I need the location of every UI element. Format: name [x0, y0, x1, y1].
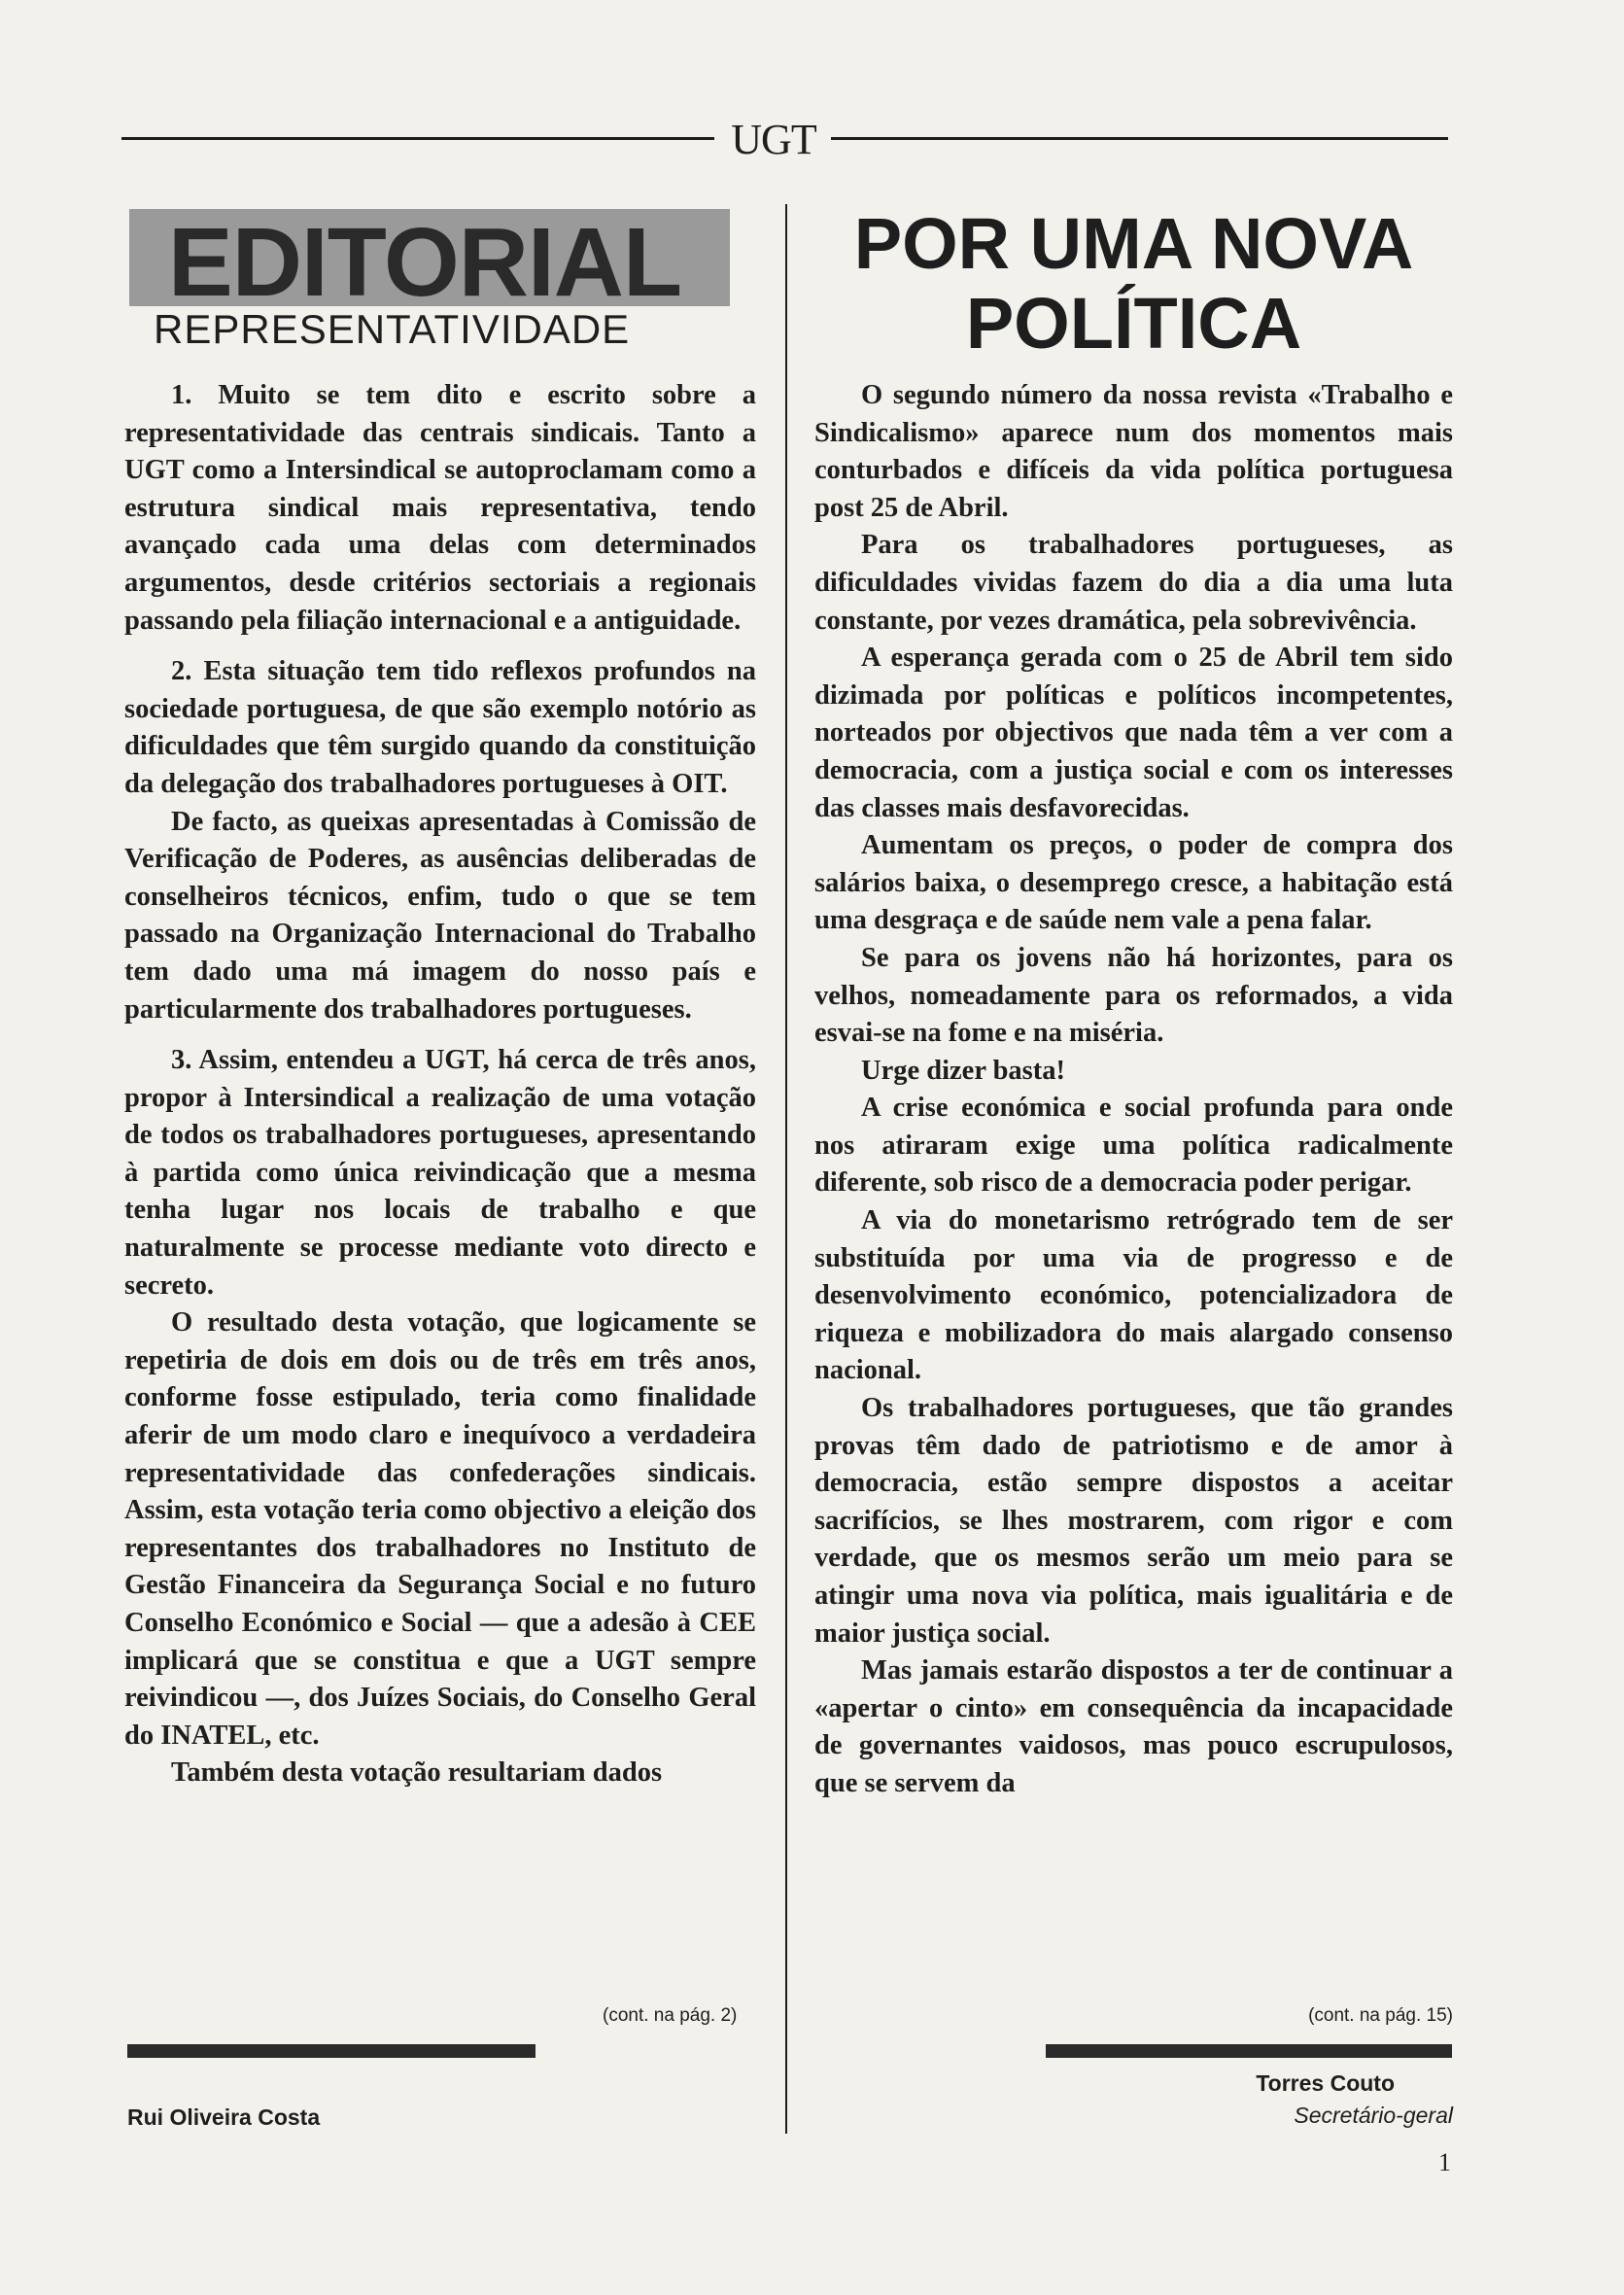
- headline-line: POR UMA NOVA: [853, 203, 1414, 284]
- headline-line: POLÍTICA: [965, 283, 1302, 364]
- header-title: UGT: [731, 116, 816, 163]
- author-name: Torres Couto: [1256, 2070, 1395, 2096]
- paragraph: Para os trabalhadores portugueses, as dificuldades vividas fazem do dia a dia uma luta constante, por vezes dramática, pela sobrevivência.: [814, 530, 1453, 636]
- article-headline: [814, 204, 1453, 364]
- paragraph: O segundo número da nossa revista «Trabalho e Sindicalismo» aparece num dos momentos mais conturbados e difíceis da vida política portuguesa post 25 de Abril.: [814, 380, 1453, 523]
- paragraph: Se para os jovens não há horizontes, para os velhos, nomeadamente para os reformados, a vida esvai-se na fome e na miséria.: [814, 942, 1453, 1049]
- paragraph: Também desta votação resultariam dados: [171, 1757, 663, 1789]
- paragraph: Os trabalhadores portugueses, que tão grandes provas têm dado de patriotismo e de amor à democracia, estão sempre dispostos a aceitar sacrifícios, se lhes mostrarem, com rigor e com verdade, que os mesmos serão um meio para se atingir uma nova via política, mais igualitária e de maior justiça social.: [814, 1393, 1453, 1649]
- paragraph: De facto, as queixas apresentadas à Comissão de Verificação de Poderes, as ausências deliberadas de conselheiros técnicos, enfim, tudo o que se tem passado na Organização Internacional do Trabalho tem dado uma má imagem do nosso país e particularmente dos trabalhadores portugueses.: [124, 806, 756, 1025]
- editorial-body: [124, 377, 756, 1792]
- header-rule-left: [121, 137, 714, 140]
- closing-bar: [127, 2044, 536, 2058]
- page-number: 1: [1438, 2148, 1451, 2176]
- paragraph: Urge dizer basta!: [861, 1055, 1066, 1086]
- paragraph: 1. Muito se tem dito e escrito sobre a representatividade das centrais sindicais. Tanto a UGT como a Intersindical se autoproclamam como a estrutura sindical mais representativa, tendo avançado cada uma delas com determinados argumentos, desde critérios sectoriais a regionais passando pela filiação internacional e a antiguidade.: [124, 380, 756, 636]
- article-body: [814, 377, 1453, 1803]
- paragraph: A esperança gerada com o 25 de Abril tem sido dizimada por políticas e políticos incompetentes, norteados por objectivos que nada têm a ver com a democracia, com a justiça social e com os interesses das classes mais desfavorecidas.: [814, 643, 1453, 823]
- paragraph: A via do monetarismo retrógrado tem de ser substituída por uma via de progresso e de desenvolvimento económico, potencializadora de riqueza e mobilizadora do mais alargado consenso nacional.: [814, 1205, 1453, 1386]
- continued-note: (cont. na pág. 2): [603, 2005, 738, 2026]
- paragraph: Mas jamais estarão dispostos a ter de continuar a «apertar o cinto» em consequência da incapacidade de governantes vaidosos, mas pouco escrupulosos, que se servem da: [814, 1655, 1453, 1798]
- paragraph: O resultado desta votação, que logicamente se repetiria de dois em dois ou de três em três anos, conforme fosse estipulado, teria como finalidade aferir de um modo claro e inequívoco a verdadeira representatividade das confederações sindicais. Assim, esta votação teria como objectivo a eleição dos representantes dos trabalhadores no Instituto de Gestão Financeira da Segurança Social e no futuro Conselho Económico e Social — que a adesão à CEE implicará que se constitua e que a UGT sempre reivindicou —, dos Juízes Sociais, do Conselho Geral do INATEL, etc.: [124, 1307, 756, 1751]
- closing-bar: [1046, 2044, 1452, 2058]
- author-role: Secretário-geral: [1294, 2103, 1453, 2128]
- paragraph: 2. Esta situação tem tido reflexos profundos na sociedade portuguesa, de que são exemplo notório as dificuldades que têm surgido quando da constituição da delegação dos trabalhadores portugueses à OIT.: [124, 656, 756, 799]
- paragraph: Aumentam os preços, o poder de compra dos salários baixa, o desemprego cresce, a habitação está uma desgraça e de saúde nem vale a pena falar.: [814, 830, 1453, 936]
- continued-note: (cont. na pág. 15): [1308, 2005, 1453, 2026]
- author-name: Rui Oliveira Costa: [127, 2104, 321, 2130]
- paragraph: A crise económica e social profunda para onde nos atiraram exige uma política radicalmente diferente, sob risco de a democracia poder perigar.: [814, 1093, 1453, 1199]
- section-title: EDITORIAL: [168, 208, 682, 317]
- column-divider: [785, 204, 787, 2134]
- header-rule-right: [831, 137, 1448, 140]
- editorial-subtitle: REPRESENTATIVIDADE: [154, 306, 631, 352]
- paragraph: 3. Assim, entendeu a UGT, há cerca de três anos, propor à Intersindical a realização de uma votação de todos os trabalhadores portugueses, apresentando à partida como única reivindicação que a mesma tenha lugar nos locais de trabalho e que naturalmente se processe mediante voto directo e secreto.: [124, 1045, 756, 1301]
- page-header: [121, 115, 1448, 163]
- editorial-banner: [129, 208, 730, 317]
